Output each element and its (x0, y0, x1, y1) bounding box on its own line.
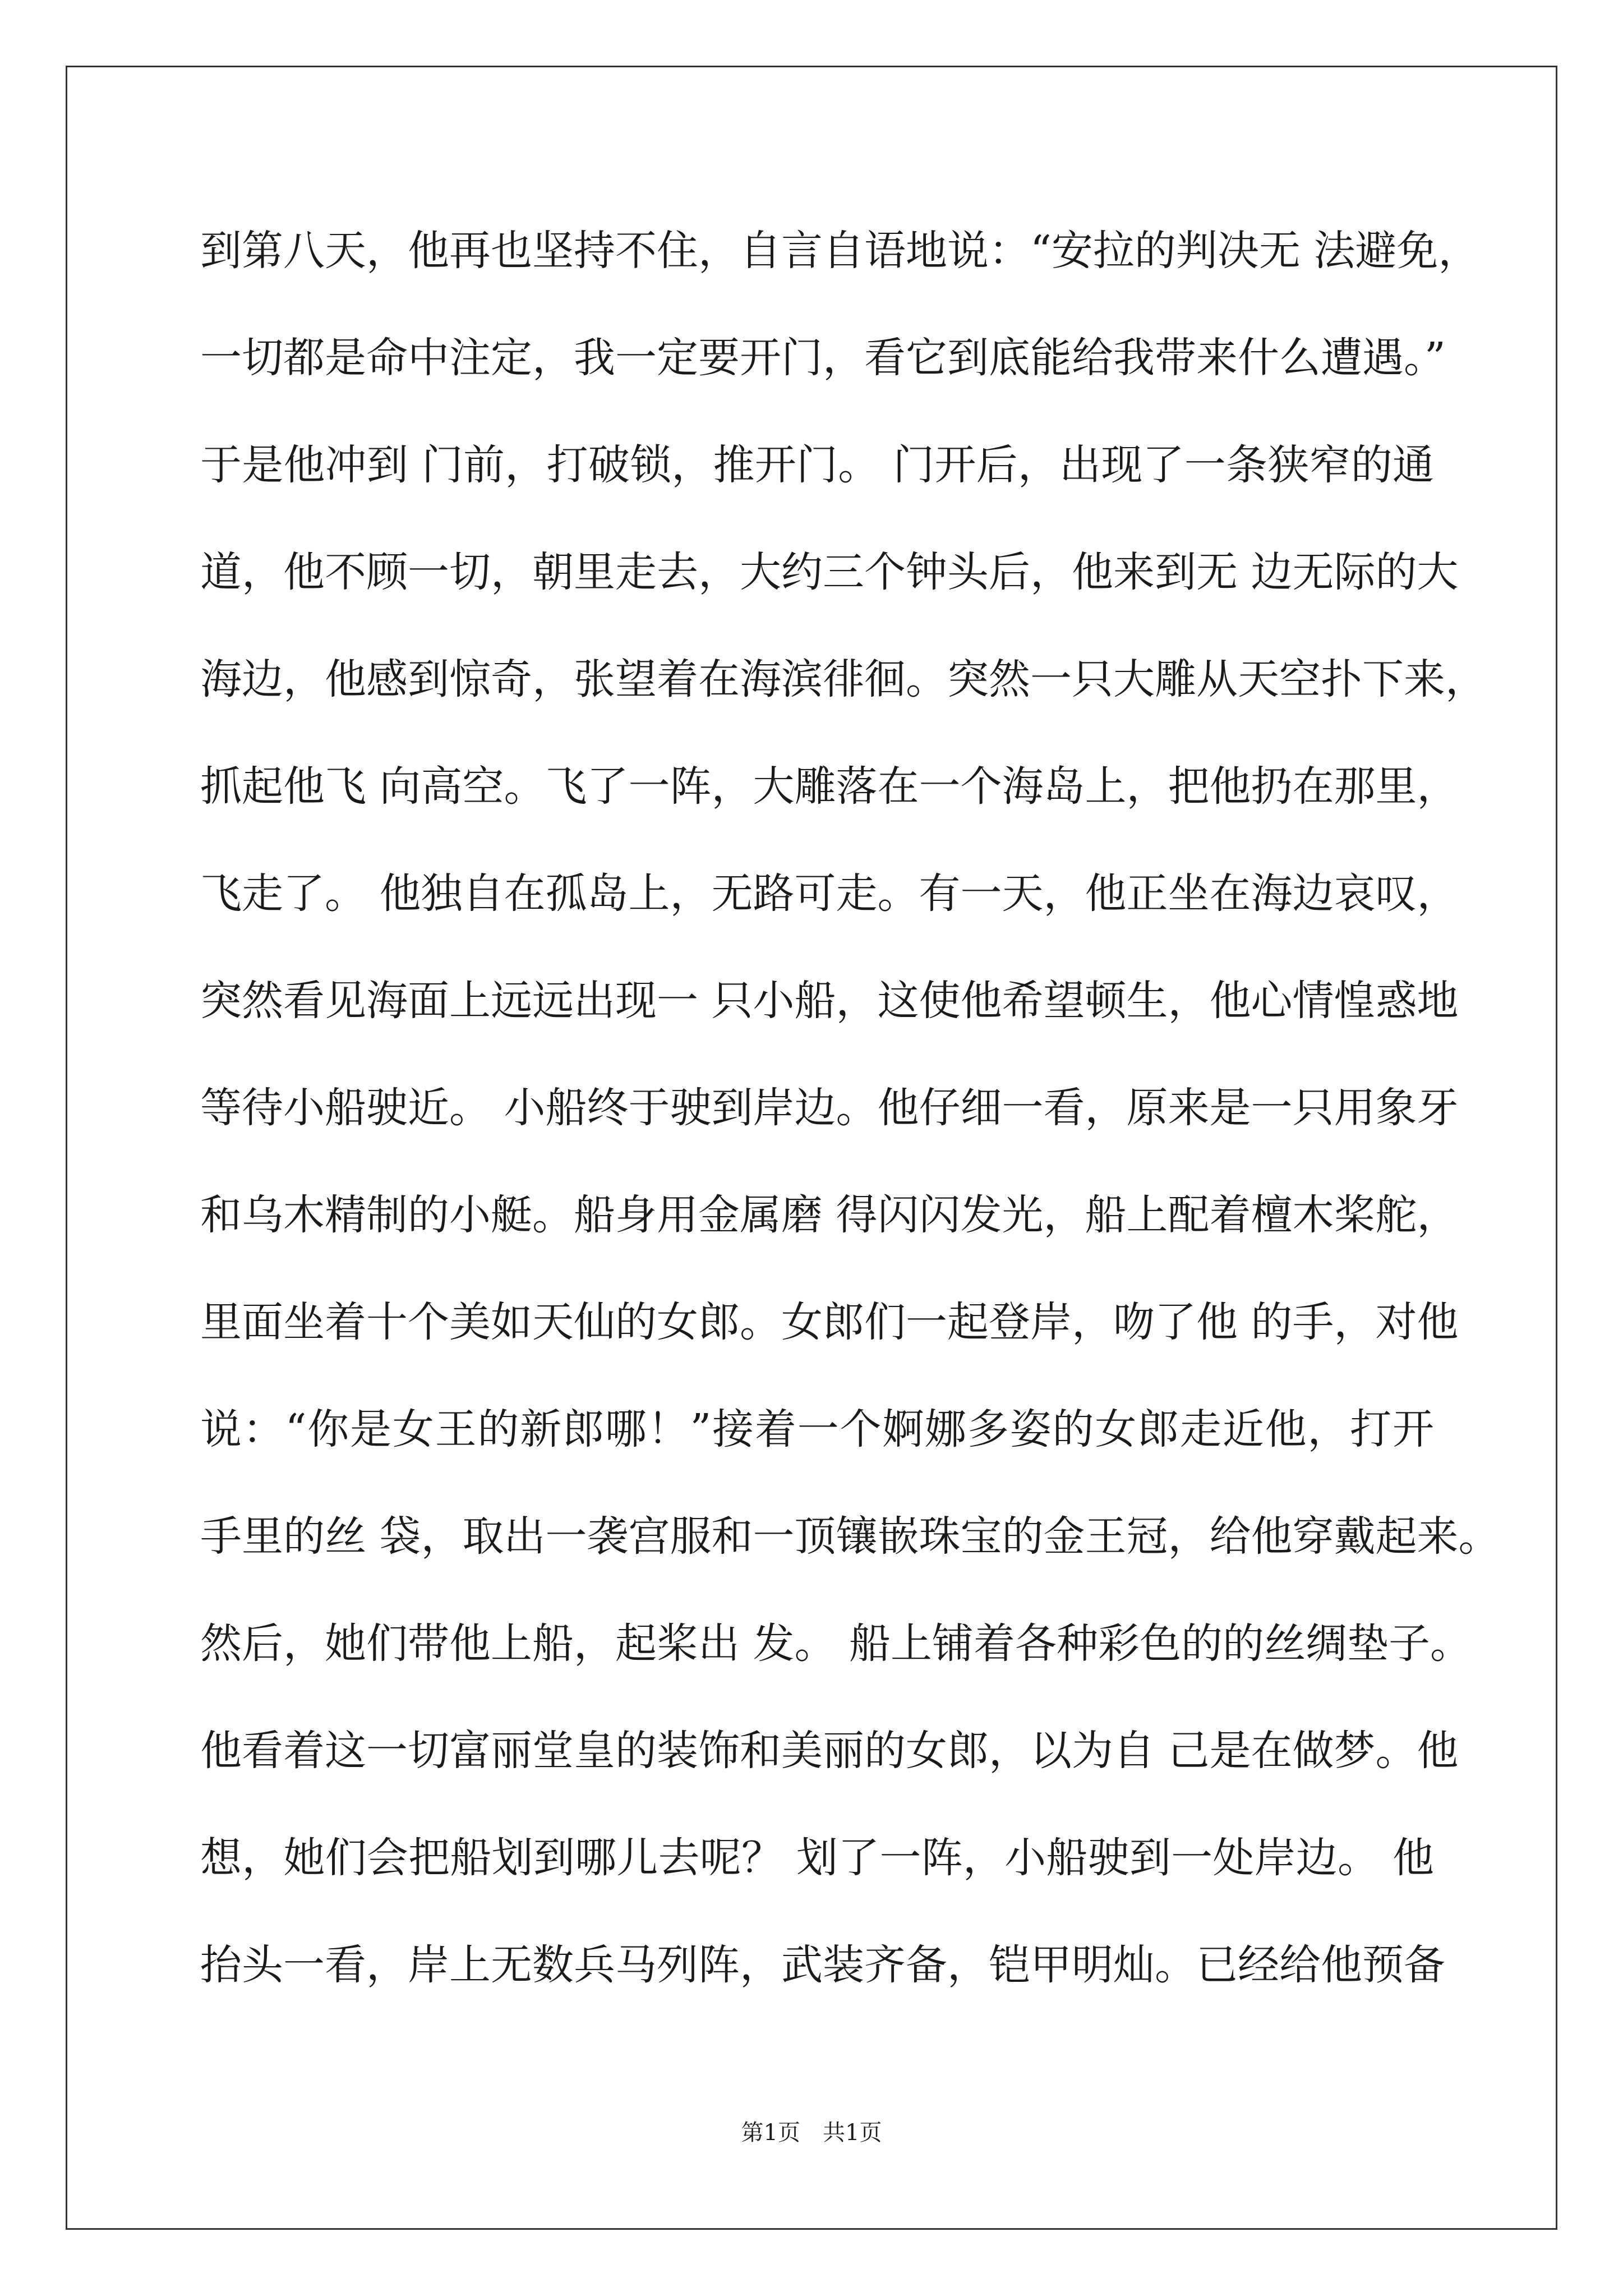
text-line: 一切都是命中注定，我一定要开门，看它到底能给我带来什么遭遇。” (200, 334, 1446, 382)
text-line: 手里的丝 袋，取出一袭宫服和一顶镶嵌珠宝的金王冠，给他穿戴起来。 (200, 1512, 1500, 1561)
text-line: 想，她们会把船划到哪儿去呢？ 划了一阵，小船驶到一处岸边。 他 (200, 1834, 1434, 1882)
body-text (200, 197, 1500, 2019)
text-line: 突然看见海面上远远出现一 只小船，这使他希望顿生，他心情惶惑地 (200, 977, 1459, 1025)
text-line: 里面坐着十个美如天仙的女郎。女郎们一起登岸，吻了他 的手，对他 (200, 1298, 1459, 1346)
text-line: 然后，她们带他上船，起桨出 发。 船上铺着各种彩色的的丝绸垫子。 (200, 1619, 1472, 1668)
text-line: 到第八天，他再也坚持不住，自言自语地说：“安拉的判决无 法避免， (200, 227, 1480, 275)
text-line: 和乌木精制的小艇。船身用金属磨 得闪闪发光，船上配着檀木桨舵， (200, 1191, 1459, 1239)
page-footer: 第1页 共1页 (741, 2120, 882, 2146)
text-line: 海边，他感到惊奇，张望着在海滨徘徊。突然一只大雕从天空扑下来， (200, 655, 1487, 703)
text-line: 于是他冲到 门前，打破锁，推开门。 门开后，出现了一条狭窄的通 (200, 441, 1434, 489)
text-line: 抬头一看，岸上无数兵马列阵，武装齐备，铠甲明灿。已经给他预备 (200, 1941, 1445, 1989)
text-line: 道，他不顾一切，朝里走去，大约三个钟头后，他来到无 边无际的大 (200, 548, 1459, 596)
text-line: 等待小船驶近。 小船终于驶到岸边。他仔细一看，原来是一只用象牙 (200, 1084, 1459, 1132)
text-line: 飞走了。 他独自在孤岛上，无路可走。有一天，他正坐在海边哀叹， (200, 869, 1459, 918)
text-line: 说：“你是女王的新郎哪！”接着一个婀娜多姿的女郎走近他，打开 (200, 1405, 1434, 1453)
text-line: 他看着这一切富丽堂皇的装饰和美丽的女郎，以为自 己是在做梦。他 (200, 1727, 1459, 1775)
text-line: 抓起他飞 向高空。飞了一阵，大雕落在一个海岛上，把他扔在那里， (200, 762, 1459, 811)
